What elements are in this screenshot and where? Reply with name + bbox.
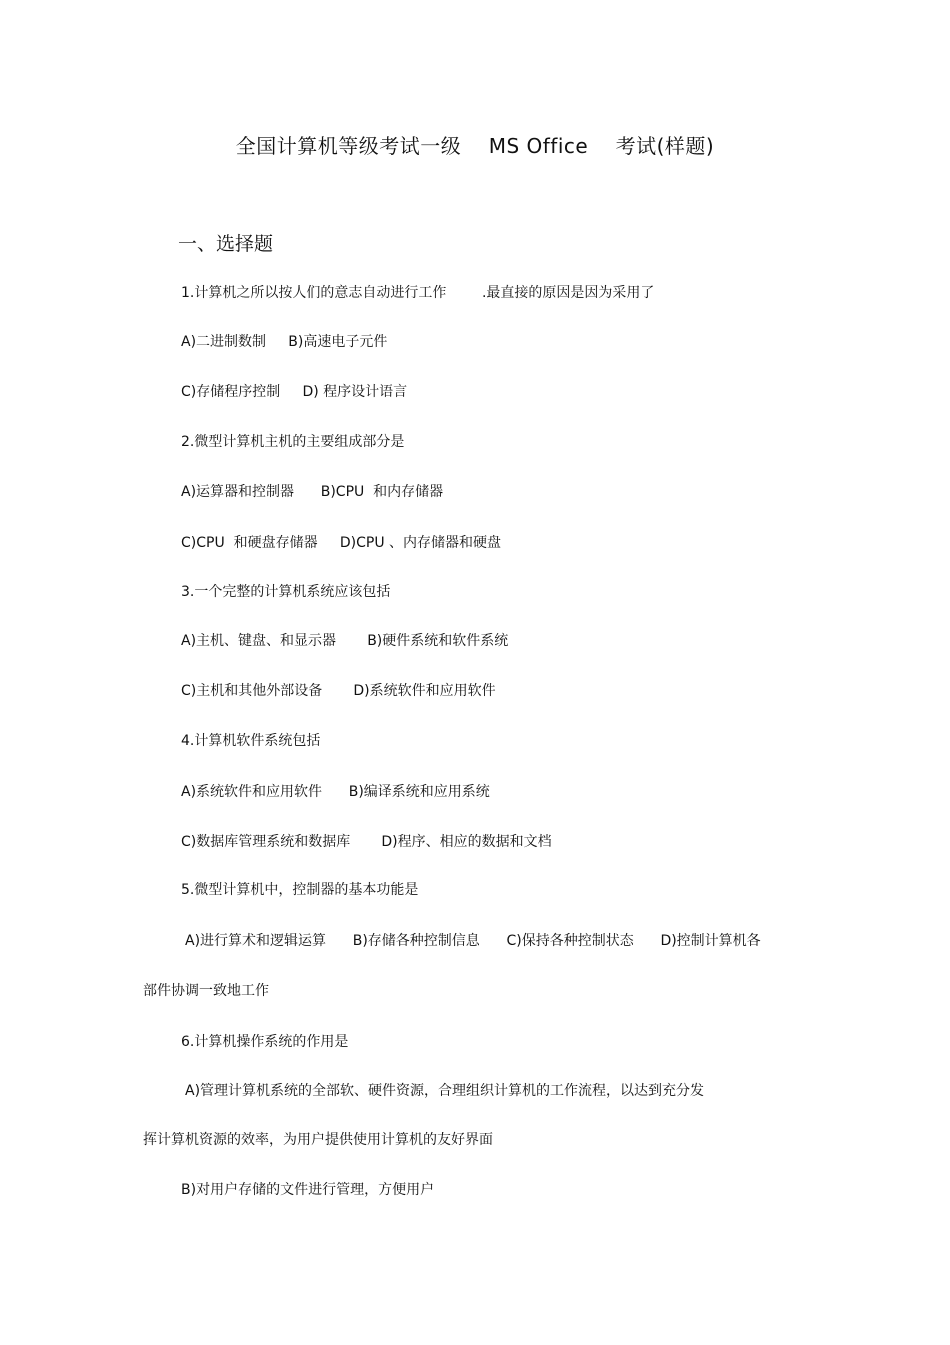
question-2-options-ab: A)运算器和控制器 B)CPU 和内存储器 bbox=[181, 484, 444, 500]
question-1-options-ab: A)二进制数制 B)高速电子元件 bbox=[181, 334, 388, 350]
question-3-options-ab: A)主机、键盘、和显示器 B)硬件系统和软件系统 bbox=[181, 633, 509, 649]
question-2-options-cd: C)CPU 和硬盘存储器 D)CPU 、内存储器和硬盘 bbox=[181, 535, 502, 551]
question-4-options-cd: C)数据库管理系统和数据库 D)程序、相应的数据和文档 bbox=[181, 834, 552, 850]
question-6-option-a: A)管理计算机系统的全部软、硬件资源，合理组织计算机的工作流程，以达到充分发 bbox=[185, 1083, 705, 1099]
question-4-options-ab: A)系统软件和应用软件 B)编译系统和应用系统 bbox=[181, 784, 490, 800]
question-4: 4.计算机软件系统包括 bbox=[181, 733, 321, 749]
question-5: 5.微型计算机中，控制器的基本功能是 bbox=[181, 882, 419, 898]
question-1-options-cd: C)存储程序控制 D) 程序设计语言 bbox=[181, 384, 408, 400]
question-5-options-continued: 部件协调一致地工作 bbox=[143, 983, 269, 999]
question-3: 3.一个完整的计算机系统应该包括 bbox=[181, 584, 391, 600]
question-2: 2.微型计算机主机的主要组成部分是 bbox=[181, 434, 405, 450]
question-5-options: A)进行算术和逻辑运算 B)存储各种控制信息 C)保持各种控制状态 D)控制计算机各 bbox=[185, 933, 761, 949]
question-6-option-a-continued: 挥计算机资源的效率，为用户提供使用计算机的友好界面 bbox=[143, 1132, 493, 1148]
question-6-option-b: B)对用户存储的文件进行管理，方便用户 bbox=[181, 1182, 435, 1198]
section-heading: 一、选择题 bbox=[178, 233, 274, 255]
document-title: 全国计算机等级考试一级 MS Office 考试(样题) bbox=[235, 134, 715, 158]
question-1: 1.计算机之所以按人们的意志自动进行工作 .最直接的原因是因为采用了 bbox=[181, 285, 655, 301]
question-6: 6.计算机操作系统的作用是 bbox=[181, 1034, 349, 1050]
question-3-options-cd: C)主机和其他外部设备 D)系统软件和应用软件 bbox=[181, 683, 496, 699]
